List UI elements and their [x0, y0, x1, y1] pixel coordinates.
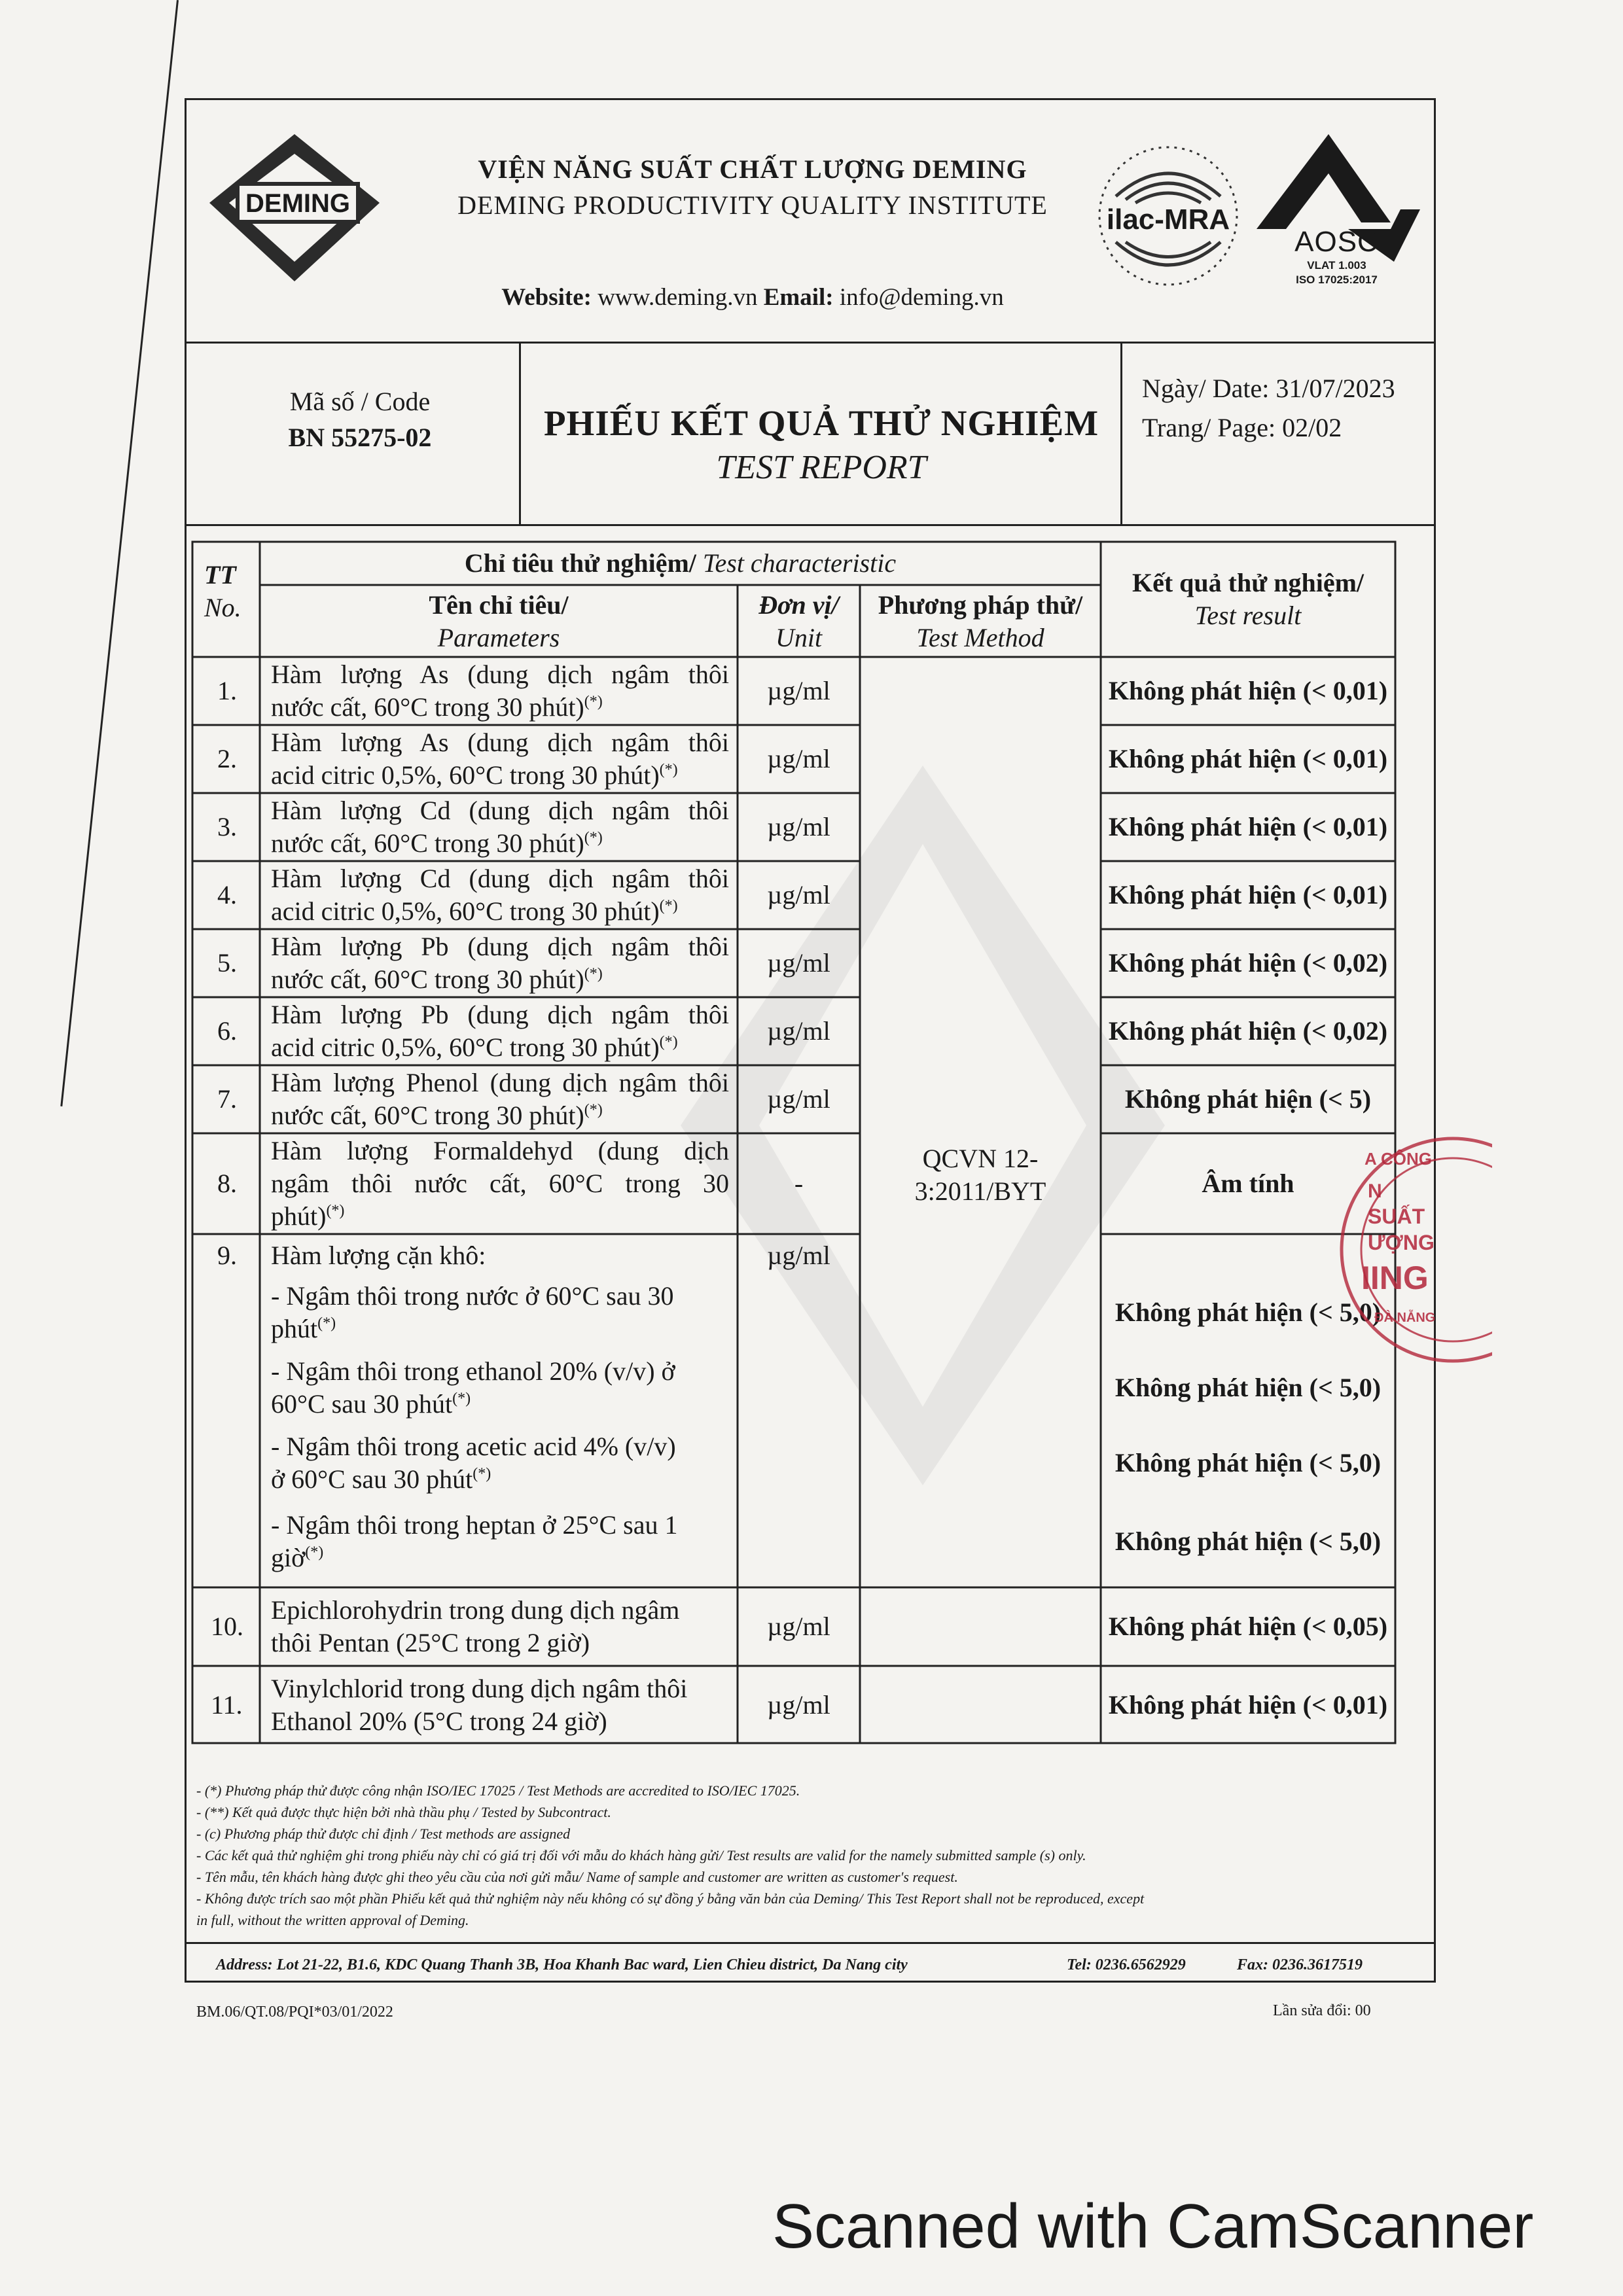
- param-line: [271, 963, 729, 996]
- test-method-value: [860, 1142, 1101, 1208]
- row-unit: µg/ml: [767, 948, 830, 978]
- row-no: 11.: [211, 1690, 243, 1720]
- aosc-label: AOSC: [1294, 226, 1379, 258]
- ilac-mra-seal: [1090, 137, 1247, 294]
- param-line: Epichlorohydrin trong dung dịch ngâm: [271, 1595, 680, 1625]
- stamp-text: A CÔNG: [1364, 1149, 1433, 1169]
- deming-logo: [196, 124, 393, 294]
- footnote-mark: (*): [659, 761, 678, 779]
- row-no: 4.: [217, 880, 237, 910]
- row-result: Không phát hiện (< 0,02): [1108, 948, 1388, 978]
- institute-name-en: DEMING PRODUCTIVITY QUALITY INSTITUTE: [457, 190, 1048, 220]
- row-result: Không phát hiện (< 0,01): [1108, 812, 1388, 841]
- row-param: [271, 794, 729, 860]
- aosc-vlat: VLAT 1.003: [1307, 259, 1366, 272]
- param-line: - Ngâm thôi trong nước ở 60°C sau 30: [271, 1281, 674, 1311]
- row-result: Không phát hiện (< 5,0): [1115, 1373, 1382, 1402]
- param-line: Vinylchlorid trong dung dịch ngâm thôi: [271, 1674, 688, 1703]
- param-line: Hàm lượng Cd (dung dịch ngâm thôi: [271, 864, 729, 893]
- param-line: [271, 691, 729, 724]
- red-stamp: [1329, 1125, 1492, 1374]
- row-unit: µg/ml: [767, 744, 830, 773]
- row-result: Không phát hiện (< 0,01): [1108, 880, 1388, 910]
- param-text: acid citric 0,5%, 60°C trong 30 phút): [271, 1033, 660, 1062]
- row-result: Âm tính: [1202, 1169, 1294, 1198]
- header-param-en: Parameters: [437, 623, 560, 652]
- stamp-text: ĐÀ NẴNG: [1374, 1311, 1436, 1325]
- institute-name-vn: VIỆN NĂNG SUẤT CHẤT LƯỢNG DEMING: [478, 154, 1027, 184]
- param-text: nước cất, 60°C trong 30 phút): [271, 828, 584, 858]
- row-result: Không phát hiện (< 5,0): [1115, 1527, 1382, 1556]
- row-no: 10.: [211, 1612, 243, 1641]
- row-unit: µg/ml: [767, 1690, 830, 1720]
- footnote-mark: (*): [584, 1101, 603, 1119]
- header-unit-en: Unit: [775, 623, 823, 652]
- param-line: [271, 827, 729, 860]
- row-result: Không phát hiện (< 0,02): [1108, 1016, 1388, 1046]
- row-param: [271, 1594, 729, 1659]
- row-param: [271, 1135, 729, 1233]
- param-line: [271, 1099, 729, 1132]
- param-line: Ethanol 20% (5°C trong 24 giờ): [271, 1706, 607, 1736]
- row-unit: µg/ml: [767, 1016, 830, 1046]
- test-method-line2: 3:2011/BYT: [914, 1176, 1046, 1206]
- header-group-en: Test characteristic: [702, 548, 897, 578]
- row-unit: µg/ml: [767, 880, 830, 910]
- param-line: [271, 1463, 729, 1496]
- email-label: Email:: [763, 284, 834, 311]
- footnote-mark: (*): [659, 897, 678, 915]
- row-param: Hàm lượng cặn khô:: [271, 1241, 486, 1270]
- stamp-text: IING: [1361, 1260, 1429, 1296]
- footnote: - Không được trích sao một phần Phiếu kết quả thử nghiệm này nếu không có sự đồng ý bằng văn bản của Deming/ This Test Report shall not be reproduced, except: [196, 1890, 1145, 1907]
- param-line: [271, 1031, 729, 1064]
- footnote: - (*) Phương pháp thử được công nhận ISO/IEC 17025 / Test Methods are accredited to ISO/IEC 17025.: [196, 1782, 800, 1799]
- report-date: Ngày/ Date: 31/07/2023: [1142, 374, 1395, 403]
- row-param: [271, 726, 729, 792]
- footer-fax: Fax: 0236.3617519: [1237, 1956, 1363, 1973]
- aosc-iso: ISO 17025:2017: [1296, 274, 1378, 286]
- header-method-vn: Phương pháp thử/: [878, 590, 1083, 620]
- row-result: Không phát hiện (< 0,01): [1108, 744, 1388, 773]
- footnote: - (c) Phương pháp thử được chỉ định / Test methods are assigned: [196, 1826, 571, 1842]
- revision: Lần sửa đổi: 00: [1273, 2002, 1371, 2019]
- aosc-caption: [1253, 226, 1420, 287]
- row-no: 9.: [217, 1241, 237, 1270]
- sub-param: [271, 1280, 729, 1345]
- sub-param: [271, 1430, 729, 1496]
- footer-tel: Tel: 0236.6562929: [1067, 1956, 1186, 1973]
- row-unit: µg/ml: [767, 1084, 830, 1114]
- footnote: in full, without the written approval of Deming.: [196, 1912, 469, 1928]
- param-text: ở 60°C sau 30 phút: [271, 1464, 473, 1494]
- row-param: [271, 862, 729, 928]
- param-text: phút: [271, 1314, 318, 1343]
- form-code: BM.06/QT.08/PQI*03/01/2022: [196, 2004, 393, 2021]
- title-divider: [519, 342, 521, 526]
- footnote-mark: (*): [473, 1465, 491, 1483]
- row-unit: µg/ml: [767, 1241, 830, 1270]
- website-label: Website:: [501, 284, 592, 311]
- footnote-mark: (*): [452, 1390, 471, 1407]
- footer-divider: [185, 1942, 1436, 1944]
- param-line: thôi Pentan (25°C trong 2 giờ): [271, 1628, 590, 1657]
- footer-address: Address: Lot 21-22, B1.6, KDC Quang Thanh 3B, Hoa Khanh Bac ward, Lien Chieu district, Da Nang city: [216, 1956, 908, 1973]
- row-param: [271, 1672, 729, 1738]
- param-line: - Ngâm thôi trong heptan ở 25°C sau 1: [271, 1510, 678, 1540]
- row-result: Không phát hiện (< 5): [1124, 1084, 1372, 1114]
- param-line: Hàm lượng As (dung dịch ngâm thôi: [271, 660, 729, 689]
- footnote-mark: (*): [317, 1315, 336, 1332]
- param-line: [271, 895, 729, 928]
- param-line: Hàm lượng Cd (dung dịch ngâm thôi: [271, 796, 729, 825]
- param-text: acid citric 0,5%, 60°C trong 30 phút): [271, 760, 660, 790]
- header-no: No.: [204, 593, 241, 622]
- row-no: 1.: [217, 676, 237, 705]
- param-text: nước cất, 60°C trong 30 phút): [271, 1101, 584, 1130]
- param-line: Hàm lượng As (dung dịch ngâm thôi: [271, 728, 729, 757]
- footnote: - (**) Kết quả được thực hiện bởi nhà thầu phụ / Tested by Subcontract.: [196, 1804, 611, 1820]
- contact-line: [419, 283, 1086, 311]
- report-title-en: TEST REPORT: [716, 449, 927, 486]
- row-param: [271, 930, 729, 996]
- scan-edge: [60, 0, 179, 1106]
- stamp-text: ƯỢNG: [1368, 1231, 1435, 1254]
- header-group-vn: Chỉ tiêu thử nghiệm/: [464, 548, 696, 578]
- param-text: nước cất, 60°C trong 30 phút): [271, 964, 584, 994]
- footnote: - Các kết quả thử nghiệm ghi trong phiếu này chỉ có giá trị đối với mẫu do khách hàng gửi/ Test results are valid for the namely submitted sample (s) only.: [196, 1847, 1086, 1863]
- row-unit: µg/ml: [767, 812, 830, 841]
- footnotes: [196, 1780, 1414, 1931]
- ilac-label: ilac-MRA: [1106, 203, 1230, 236]
- header-param-vn: Tên chỉ tiêu/: [429, 590, 569, 620]
- footnote-mark: (*): [584, 965, 603, 983]
- param-text: acid citric 0,5%, 60°C trong 30 phút): [271, 896, 660, 926]
- row-no: 5.: [217, 948, 237, 978]
- footnote-mark: (*): [326, 1202, 345, 1220]
- footnote-mark: (*): [584, 693, 603, 711]
- website-link[interactable]: www.deming.vn: [597, 284, 758, 311]
- footnote-mark: (*): [305, 1544, 324, 1561]
- row-no: 2.: [217, 744, 237, 773]
- test-method-line1: QCVN 12-: [922, 1144, 1039, 1173]
- row-result: Không phát hiện (< 5,0): [1115, 1298, 1382, 1327]
- param-line: [271, 759, 729, 792]
- param-line: - Ngâm thôi trong ethanol 20% (v/v) ở: [271, 1356, 675, 1386]
- param-line: Hàm lượng Formaldehyd (dung dịch: [271, 1136, 729, 1165]
- row-unit: µg/ml: [767, 1612, 830, 1641]
- header-method-en: Test Method: [916, 623, 1044, 652]
- camscanner-watermark: Scanned with CamScanner: [772, 2191, 1534, 2261]
- param-line: [271, 1388, 729, 1421]
- row-no: 3.: [217, 812, 237, 841]
- param-line: Hàm lượng Pb (dung dịch ngâm thôi: [271, 1000, 729, 1029]
- param-line: [271, 1313, 729, 1345]
- row-result: Không phát hiện (< 0,05): [1108, 1612, 1388, 1641]
- footnote-mark: (*): [584, 829, 603, 847]
- row-no: 6.: [217, 1016, 237, 1046]
- footnote-mark: (*): [659, 1033, 678, 1051]
- logo-text: DEMING: [245, 189, 350, 218]
- row-result: Không phát hiện (< 0,01): [1108, 1690, 1388, 1720]
- row-no: 8.: [217, 1169, 237, 1198]
- param-line: Hàm lượng Pb (dung dịch ngâm thôi: [271, 932, 729, 961]
- row-result: Không phát hiện (< 0,01): [1108, 676, 1388, 705]
- row-unit: µg/ml: [767, 676, 830, 705]
- report-title-vn: PHIẾU KẾT QUẢ THỬ NGHIỆM: [543, 403, 1099, 443]
- code-value: BN 55275-02: [288, 423, 432, 452]
- header-group: [260, 547, 1101, 580]
- page-number: Trang/ Page: 02/02: [1142, 413, 1342, 442]
- row-param: [271, 1067, 729, 1132]
- param-text: 60°C sau 30 phút: [271, 1389, 453, 1419]
- param-text: phút): [271, 1201, 327, 1231]
- param-text: nước cất, 60°C trong 30 phút): [271, 692, 584, 722]
- footnote: - Tên mẫu, tên khách hàng được ghi theo yêu cầu của nơi gửi mẫu/ Name of sample and customer are written as customer's request.: [196, 1869, 958, 1885]
- row-param: [271, 998, 729, 1064]
- header-unit-vn: Đơn vị/: [758, 590, 839, 620]
- param-line: ngâm thôi nước cất, 60°C trong 30: [271, 1169, 729, 1198]
- row-result: Không phát hiện (< 5,0): [1115, 1448, 1382, 1477]
- row-no: 7.: [217, 1084, 237, 1114]
- param-line: [271, 1200, 729, 1233]
- row-param: [271, 658, 729, 724]
- header-tt: TT: [204, 560, 236, 590]
- header-result-en: Test result: [1194, 601, 1302, 630]
- param-text: giờ: [271, 1543, 306, 1572]
- param-line: Hàm lượng Phenol (dung dịch ngâm thôi: [271, 1068, 729, 1097]
- stamp-text: N: [1368, 1180, 1382, 1202]
- title-divider: [1120, 342, 1122, 526]
- email-link[interactable]: info@deming.vn: [839, 284, 1004, 311]
- param-line: - Ngâm thôi trong acetic acid 4% (v/v): [271, 1432, 676, 1461]
- sub-param: [271, 1509, 729, 1574]
- test-result-table: [191, 540, 1397, 1744]
- sub-param: [271, 1355, 729, 1421]
- header-result-vn: Kết quả thử nghiệm/: [1132, 568, 1364, 597]
- stamp-text: SUẤT: [1368, 1205, 1425, 1228]
- param-line: [271, 1542, 729, 1574]
- row-unit: -: [794, 1169, 804, 1198]
- code-label: Mã số / Code: [289, 387, 431, 416]
